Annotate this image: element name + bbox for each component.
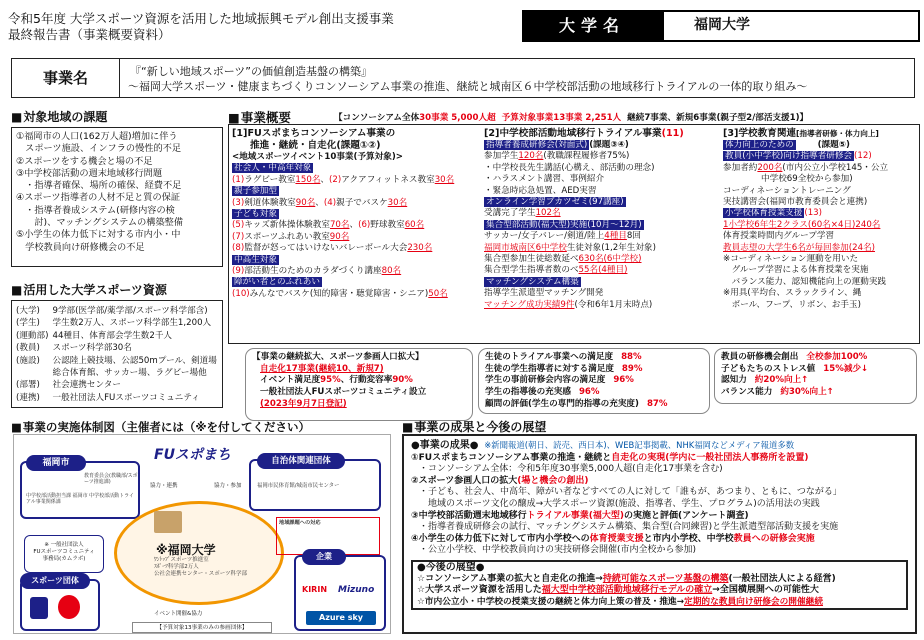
arrow-label-3: イベント開催&協力 xyxy=(154,611,203,617)
sports-org-box xyxy=(20,576,100,631)
school-metric-row xyxy=(721,375,910,387)
club-metric-value: 96% xyxy=(578,387,600,398)
result-box-school xyxy=(714,348,917,404)
azure-sky-logo: Azure sky xyxy=(306,611,376,625)
col3-line-7: 教員志望の大学生6名が毎回参加(24名) xyxy=(723,242,876,253)
tag-training: 指導者養成研修会(対面式) xyxy=(486,140,588,150)
center-label: ※福岡大学 xyxy=(156,543,216,557)
title-line-2: 最終報告書（事業概要資料） xyxy=(8,27,171,42)
resource-row xyxy=(16,330,221,342)
school-metric-label: 子どもたちのストレス値 xyxy=(721,363,816,374)
resource-value: 44種目、体育部会学生数2千人 xyxy=(52,330,173,341)
resource-row xyxy=(16,305,221,317)
project-label: 事業名 xyxy=(12,59,120,97)
area-issue-line: 討)、マッチングシステムの構築整備 xyxy=(16,217,184,229)
fu-org-box xyxy=(24,535,104,573)
school-metric-label: 教員の研修機会創出 xyxy=(721,352,799,362)
tag-adults: 社会人・中高年対象 xyxy=(234,163,312,174)
future-line-1: ☆コンソーシアム事業の拡大と自走化の推進→持続可能なスポーツ基盤の構築(一般社団法人による経営) xyxy=(417,573,836,584)
col2-line-9: 集合型学生指導者数のべ55名(4種目) xyxy=(484,265,628,276)
summary-b: 30事業 5,000人超 xyxy=(419,113,496,123)
col3-title: [3]学校教育関連 xyxy=(723,128,797,139)
center-sub-4: ・スポーツ科学部 xyxy=(203,571,248,577)
outcome-line-8: ④小学生の体力低下に対して市内小学校への体育授業支援と市内小学校、中学校教員への研修会実施 xyxy=(411,533,815,544)
event-line-2: (3)剣道体験教室90名、(4)親子でバスケ30名 xyxy=(232,197,408,208)
center-sub-2: ｽﾎﾟｰﾂ科学部2万人 xyxy=(154,564,199,570)
col2-line-11: マッチング成功実績9件(令和6年1月末時点) xyxy=(484,299,653,310)
resource-row xyxy=(16,379,221,391)
resource-row xyxy=(16,392,221,404)
media-note: ※新聞報道(朝日、読売、西日本)、WEB記事掲載、NHK福岡などメディア報道多数 xyxy=(484,440,795,450)
system-diagram xyxy=(13,434,391,634)
col3-tag1-suffix: (課題⑤) xyxy=(817,140,850,150)
col3-line-9: グループ学習による体育授業を実施 xyxy=(723,265,869,276)
col1-subtitle: <地域スポーツイベント10事業(予算対象)> xyxy=(232,152,403,162)
col2-tag1-suffix: (課題③④) xyxy=(589,140,629,150)
local-org-sub: 福岡市民体育館/城南市民センター xyxy=(257,483,340,489)
club-metric-value: 87% xyxy=(646,398,668,409)
school-metric-row xyxy=(721,364,910,376)
outcome-line-9: ・公立小学校、中学校教員向けの実技研修会開催(市内全校から参加) xyxy=(419,545,697,556)
future-line-3: ☆市内公立小・中学校の授業支援の継続と体力向上策の普及・推進→定期的な教員向け研修会の開催継続 xyxy=(417,596,824,607)
rb1-line-3: 一般社団法人FUスポーツコミュニティ設立 xyxy=(260,387,427,398)
tag-teacher-training: 教員(小中学校)向け指導者研修会 xyxy=(725,151,853,162)
school-metric-row xyxy=(721,387,910,399)
club-metric-label: 顧問の評価(学生の専門的指導の充実度) xyxy=(485,398,639,409)
resource-category: (部署) xyxy=(16,380,40,391)
arrow-label-2: 協力・参加 xyxy=(214,483,242,489)
school-metric-row xyxy=(721,352,910,364)
tag-matching: マッチングシステム構築 xyxy=(486,276,579,287)
col3-line-1: 参加者約200名(市内公立小学校145・公立 xyxy=(723,162,889,173)
col1-title-2: 推進・継続・自走化(課題①②) xyxy=(250,140,381,151)
resources-box xyxy=(11,300,223,408)
project-name-box xyxy=(11,58,915,98)
resource-value: 一般社団法人FUスポーツコミュニティ xyxy=(52,392,200,403)
future-line-2: ☆大学スポーツ資源を活用した福大型中学校部活動地域移行モデルの確立→全国横展開への可能性大 xyxy=(417,585,819,596)
col3-line-12: ボール、フープ、リボン、お手玉) xyxy=(723,299,861,310)
rb1-line-1: 自走化17事業(継続10、新規7) xyxy=(260,363,384,374)
outcome-line-7: ・指導者養成研修会の試行、マッチングシステム構築、集合型(合同練習)と学生派遣型部活動支援を実施 xyxy=(419,522,839,533)
col2-line-3: ・ハラスメント講習、事例紹介 xyxy=(484,174,605,185)
col2-line-2: ・中学校長先生講話(心構え、部活動の理念) xyxy=(484,162,655,173)
area-issues-list xyxy=(16,131,218,254)
resources-table xyxy=(16,305,221,404)
fukuoka-city-label: 福岡市 xyxy=(26,455,86,471)
system-heading: ■ 事業の実施体制図（主催者には（※を付してください） xyxy=(11,420,310,434)
result-box-consortium xyxy=(245,348,473,421)
future-box xyxy=(411,560,908,610)
col3-line-2: 中学校69全校から参加) xyxy=(761,174,853,185)
fu-org-2: FUスポーツコミュニティ xyxy=(33,549,95,555)
arrow-label-1: 協力・連携 xyxy=(150,483,178,489)
tag-teens: 中高生対象 xyxy=(234,254,277,265)
event-line-1: (1)ラグビー教室150名、(2)アクアフィットネス教室30名 xyxy=(232,174,455,185)
university-building-icon xyxy=(154,511,182,533)
sports-org-label: スポーツ団体 xyxy=(20,573,90,589)
resource-row xyxy=(16,355,221,367)
resource-value: 総合体育館、サッカー場、ラグビー場他 xyxy=(52,368,207,379)
event-line-7: (10)みんなでバスケ(知的障害・聴覚障害・シニア)50名 xyxy=(232,288,448,299)
club-metric-row xyxy=(485,375,703,387)
company-label: 企業 xyxy=(302,549,346,565)
outcome-title: ●事業の成果● xyxy=(411,440,479,451)
city-items: 中学校部活動担当課 福岡市 中学校部活動トライアル事業関係課 xyxy=(26,493,135,505)
resource-value: 学生数2万人、スポーツ科学部生1,200人 xyxy=(52,318,212,329)
fu-logo: FUスポまち xyxy=(154,447,231,463)
resource-category: (施設) xyxy=(16,355,40,366)
col3-line-4: 実技講習会(福岡市教育委員会と連携) xyxy=(723,197,868,208)
col2-line-1: 参加学生120名(教職課程履修者75%) xyxy=(484,151,630,162)
resource-value: スポーツ科学部30名 xyxy=(52,343,132,354)
center-subs xyxy=(154,557,247,578)
school-metric-value: 約20%向上↑ xyxy=(754,375,809,386)
area-issue-line: 学校教員向け研修機会の不足 xyxy=(16,241,145,253)
resources-heading: ■ 活用した大学スポーツ資源 xyxy=(11,283,167,298)
kirin-logo: KIRIN xyxy=(302,585,328,594)
club-metric-value: 89% xyxy=(621,363,643,374)
rb1-line-2: イベント満足度95%、行動変容率90% xyxy=(260,375,413,386)
area-issue-line: ①福岡市の人口(162万人超)増加に伴う xyxy=(16,131,178,142)
outcome-line-5: 地域のスポーツ文化の醸成→大学スポーツ資源(施設、指導者、学生、プログラム)の活用法の実践 xyxy=(419,498,820,509)
university-label: 大学名 xyxy=(522,10,662,42)
area-issue-line: ②スポーツをする機会と場の不足 xyxy=(16,155,153,167)
col2-line-4: ・緊急時応急処置、AED実習 xyxy=(484,185,597,196)
area-issue-line: スポーツ施設、インフラの慢性的不足 xyxy=(16,143,182,155)
club-metric-label: 生徒の学生指導者に対する満足度 xyxy=(485,363,614,374)
resource-row xyxy=(16,317,221,329)
result-box-club xyxy=(478,348,710,414)
local-org-label: 自治体関連団体 xyxy=(257,453,345,469)
area-issue-line: ④スポーツ指導者の人材不足と質の保証 xyxy=(16,192,181,204)
area-issue-line: ⑤小学生の体力低下に対する市内小・中 xyxy=(16,229,181,241)
event-line-5: (8)監督が怒ってはいけないバレーボール大会230名 xyxy=(232,243,433,254)
school-metric-value: 約30%向上↑ xyxy=(780,387,834,398)
team-crest-icon xyxy=(30,597,48,619)
event-line-6: (9)部活動生のためのカラダづくり講座80名 xyxy=(232,266,402,277)
fukuoka-city-box xyxy=(20,458,140,519)
col2-line-8: 集合型参加生徒総数延べ630名(6中学校) xyxy=(484,254,642,265)
city-board: 教育委員会(教職部/スポーツ推進課) xyxy=(84,473,138,485)
tag-pe-support: 小学校体育授業支援 xyxy=(725,208,803,219)
tag-parent-child: 親子参加型 xyxy=(234,186,277,197)
overview-heading: ■ 事業概要 xyxy=(228,110,291,126)
area-heading: ■ 対象地域の課題 xyxy=(11,110,107,125)
rb3-list xyxy=(721,352,910,399)
outcome-line-2: ・コンソーシアム全体：令和5年度30事業5,000人超(自走化17事業を含む) xyxy=(419,464,723,475)
club-metric-value: 88% xyxy=(621,352,642,362)
resource-category: (運動部) xyxy=(16,330,49,341)
col3-note: [指導者研修・体力向上] xyxy=(796,129,879,138)
column-fu-consortium xyxy=(232,128,478,300)
school-metric-value: 15%減少↓ xyxy=(823,363,869,374)
mizuno-logo: Mizuno xyxy=(338,585,375,595)
col3-line-11: ※用具(平均台、スラックライン、縄 xyxy=(723,288,862,299)
event-line-4: (7)スポーツふれあい教室90名 xyxy=(232,231,350,242)
col2-line-6: サッカー/女子バレー/剣道/陸上4種目8回 xyxy=(484,231,641,242)
resource-value: 公認陸上競技場、公認50mプール、剣道場 xyxy=(52,355,217,366)
school-metric-label: 認知力 xyxy=(721,375,747,386)
tag-children: 子ども対象 xyxy=(234,209,277,220)
club-metric-label: 学生の指導後の充実感 xyxy=(485,387,571,398)
club-metric-row xyxy=(485,387,703,399)
center-sub-1: ﾜﾝﾄｯﾌﾟスポーツ推進室 xyxy=(154,557,209,563)
outcome-line-3: ②スポーツ参画人口の拡大(場と機会の創出) xyxy=(411,475,589,486)
outcome-box xyxy=(402,434,917,634)
col3-line-3: コーディネーショントレーニング xyxy=(723,185,851,196)
area-issue-line: ・指導者確保、場所の確保、経費不足 xyxy=(16,180,182,192)
resource-value: 9学部(医学部/薬学部/スポーツ科学部含) xyxy=(52,306,208,316)
club-badge-icon xyxy=(58,595,80,619)
rb2-list xyxy=(485,352,703,411)
col3-line-6: 体育授業時間内グループ学習 xyxy=(723,231,835,242)
col2-line-7: 福岡市城南区6中学校生徒対象(1,2年生対象) xyxy=(484,242,656,253)
col3-line-8: ※コーディネーション運動を用いた xyxy=(723,254,859,265)
col3-tag3-suffix: (13) xyxy=(804,208,823,219)
club-metric-value: 96% xyxy=(613,375,634,386)
area-issues-box xyxy=(11,127,223,267)
col2-title: [2]中学校部活動地域移行トライアル事業 xyxy=(484,128,662,139)
tag-joint-club: 集合型部活動(福大型)実施(10月～12月) xyxy=(486,219,642,230)
school-metric-value: 全校参加100% xyxy=(806,352,868,362)
overview-summary xyxy=(334,113,808,124)
rb1-line-4: (2023年9月7日登記) xyxy=(260,398,347,409)
col2-line-10: 指導学生派遣型マッチング開発 xyxy=(484,288,604,299)
future-title: ●今後の展望● xyxy=(417,561,485,573)
local-org-box xyxy=(249,456,381,511)
col1-title: [1]FUスポまちコンソーシアム事業の xyxy=(232,128,396,139)
club-metric-label: 学生の事前研修会内容の満足度 xyxy=(485,375,606,386)
school-metric-label: バランス能力 xyxy=(721,387,773,398)
area-issue-line: ③中学校部活動の週末地域移行問題 xyxy=(16,167,163,179)
rb1-title: 【事業の継続拡大、スポーツ参画人口拡大】 xyxy=(252,352,424,362)
club-metric-row xyxy=(485,399,703,411)
resource-category xyxy=(16,367,53,379)
outcome-line-6: ③中学校部活動週末地域移行トライアル事業(福大型)の実施と評価(アンケート調査) xyxy=(411,510,749,521)
summary-c: 予算対象事業13事業 2,251人 xyxy=(501,113,622,123)
column-club-transition xyxy=(484,128,716,311)
area-issue-line: ・指導者養成システム(研修内容の検 xyxy=(16,204,175,216)
col3-line-5: 1小学校6年生2クラス(60名×4日)240名 xyxy=(723,219,881,230)
fu-org-1: ※ 一般社団法人 xyxy=(44,542,84,548)
outcome-line-4: ・子ども、社会人、中高年、障がい者などすべての人に対して「誰もが、あつまり、ともに、つながる」 xyxy=(419,487,842,498)
resource-category: (連携) xyxy=(16,392,40,403)
outcome-heading: ■ 事業の成果と今後の展望 xyxy=(402,420,546,435)
center-sub-3: 公社会連携センター xyxy=(154,571,204,577)
outcome-line-1: ①FUスポまちコンソーシアム事業の推進・継続と自走化の実現(学内に一般社団法人事務所を設置) xyxy=(411,452,809,463)
resource-row xyxy=(16,342,221,354)
project-title xyxy=(120,59,815,97)
resource-row xyxy=(16,367,221,379)
col2-line-5: 受講完了学生102名 xyxy=(484,208,561,219)
column-school-education xyxy=(723,128,917,311)
summary-d: 継続7事業、新規6事業(親子型2/部活支援1)】 xyxy=(627,113,809,123)
project-title-line-1: 『“新しい地域スポーツ”の価値創造基盤の構築』 xyxy=(130,65,372,78)
event-line-3: (5)キッズ新体操体験教室70名、(6)野球教室60名 xyxy=(232,220,425,231)
budget-label: 【予算対象13事業のみの参画団体】 xyxy=(132,622,272,633)
tag-online: オンライン学習ブカツゼミ(97講座) xyxy=(486,197,624,208)
col3-line-10: バランス能力、認知機能向上の運動実践 xyxy=(723,276,887,287)
tag-disability: 障がい者とのふれあい xyxy=(234,277,320,288)
university-name: 福岡大学 xyxy=(662,10,920,42)
resource-category: (学生) xyxy=(16,318,40,329)
project-title-line-2: ～福岡大学スポーツ・健康まちづくりコンソーシアム事業の推進、継続と城南区６中学校部活動の地域移行トライアルの一体的取り組み～ xyxy=(128,80,808,93)
report-title xyxy=(8,11,394,43)
col2-num: (11) xyxy=(661,128,684,139)
title-line-1: 令和5年度 大学スポーツ資源を活用した地域振興モデル創出支援事業 xyxy=(8,11,394,26)
tag-fitness: 体力向上のための xyxy=(725,140,794,150)
resource-category: (大学) xyxy=(16,306,40,316)
club-metric-row xyxy=(485,364,703,376)
resource-value: 社会連携センター xyxy=(52,380,121,391)
company-box xyxy=(294,552,386,631)
club-metric-row xyxy=(485,352,703,364)
arrow-regional: 地域課題への対応 xyxy=(279,520,321,526)
col3-tag2-suffix: (12) xyxy=(854,151,872,162)
resource-category: (教員) xyxy=(16,343,40,354)
summary-a: 【コンソーシアム全体 xyxy=(334,113,420,123)
fu-org-3: 事務局(カムラボ) xyxy=(42,556,86,562)
club-metric-label: 生徒のトライアル事業への満足度 xyxy=(485,352,614,362)
